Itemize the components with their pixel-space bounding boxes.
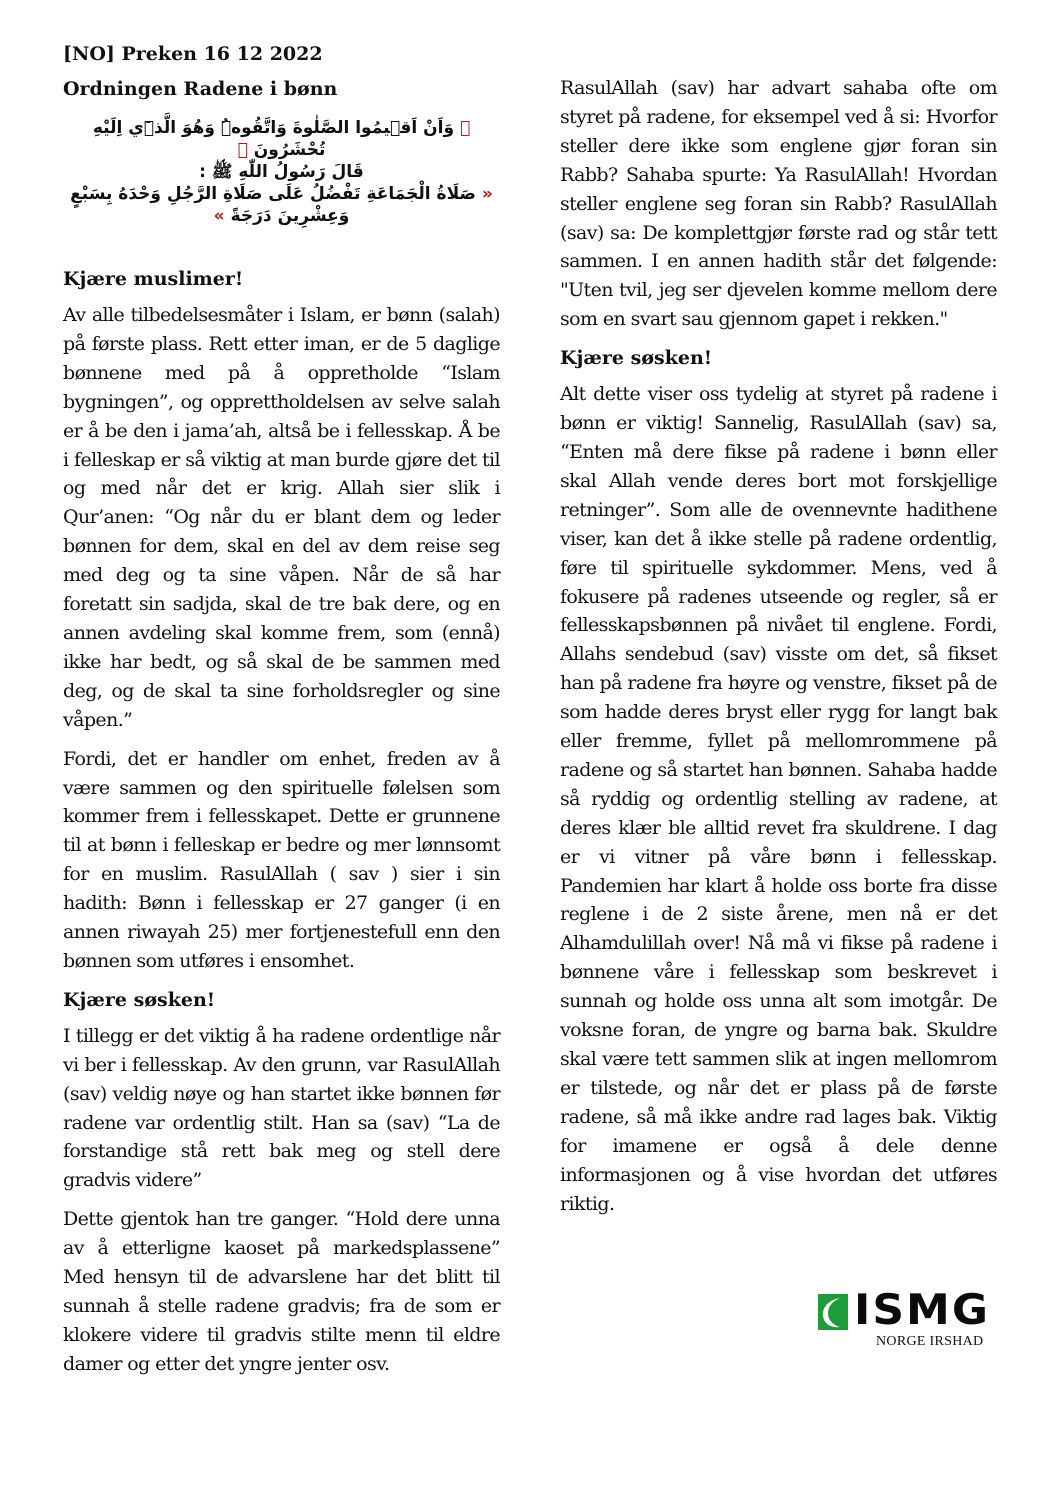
paragraph-left-2: Fordi, det er handler om enhet, freden av å være sammen og den spirituelle følelsen som kommer frem i fellesskapet. Dette er grunnene til at bønn i felleskap er bedre og mer lønnsomt for en muslim. RasulAllah ( sav ) sier i sin hadith: Bønn i fellesskap er 27 ganger (i en annen riwayah 25) mer fortjenestefull enn den bønnen som utføres i ensomhet.: [63, 747, 500, 972]
hadith-open-quote: «: [481, 184, 493, 204]
hadith-close-quote: »: [213, 206, 225, 226]
arabic-hadith-intro: قَالَ رَسُولُ اللّٰهِ ﷺ :: [199, 162, 364, 182]
verse-open-bracket: ﴿: [459, 118, 471, 138]
paragraph-left-1: Av alle tilbedelsesmåter i Islam, er bønn (salah) på første plass. Rett etter iman, er de 5 daglige bønnene med på å oppretholde “Islam bygningen”, og opprettholdelsen av selve salah er å be den i jama’ah, altså be i fellesskap. Å be i felleskap er så viktig at man burde gjøre det til og med når det er krig. Allah sier slik i Qur’anen: “Og når du er blant dem og leder bønnen for dem, skal en del av dem reise seg med deg og ta sine våpen. Når de så har foretatt sin sadjda, skal de tre bak dere, og en annen avdeling skal komme frem, som (ennå) ikke har bedt, og så skal de be sammen med deg, og de skal ta sine forholdsregler og sine våpen.”: [63, 304, 500, 731]
heading-kjaere-sosken-right: Kjære søsken!: [560, 347, 713, 370]
logo-wordmark: ISMG: [854, 1286, 990, 1335]
arabic-verse: وَاَنْ اَقٖيمُوا الصَّلٰوةَ وَاتَّقُوهُۜ وَهُوَ الَّذٖٓي اِلَيْهِ تُحْشَرُونَ: [92, 118, 455, 160]
arabic-hadith: صَلَاةُ الْجَمَاعَةِ تَفْضُلُ عَلَى صَلَاةِ الرَّجُلِ وَحْدَهُ بِسَبْعٍ وَعِشْرِينَ دَرَجَةً: [70, 184, 476, 226]
crescent-norway-icon: [818, 1294, 848, 1330]
logo-subtitle: NORGE IRSHAD: [876, 1334, 984, 1349]
paragraph-left-3: I tillegg er det viktig å ha radene ordentlige når vi ber i fellesskap. Av den grunn, var RasulAllah (sav) veldig nøye og han startet ikke bønnen før radene var ordentlig stilt. Han sa (sav) “La de forstandige stå rett bak meg og stell dere gradvis videre”: [63, 1024, 500, 1192]
arabic-verse-line: [63, 117, 500, 161]
arabic-hadith-line: [63, 183, 500, 227]
arabic-quote-block: [63, 117, 500, 227]
heading-kjaere-muslimer: Kjære muslimer!: [63, 268, 244, 290]
right-column: [560, 74, 997, 1218]
heading-kjaere-sosken-left: Kjære søsken!: [63, 988, 216, 1011]
paragraph-right-1: RasulAllah (sav) har advart sahaba ofte om styret på radene, for eksempel ved å si: Hvorfor steller dere ikke som englene gjør foran sin Rabb? Sahaba spurte: Ya RasulAllah! Hvordan steller englene seg foran sin Rabb? RasulAllah (sav) sa: De komplettgjør første rad og står tett sammen. I en annen hadith står det følgende: "Uten tvil, jeg ser djevelen komme mellom dere som en svart sau gjennom gapet i rekken.": [560, 77, 997, 331]
paragraph-left-4: Dette gjentok han tre ganger. “Hold dere unna av å etterligne kaoset på markedsplassene” Med hensyn til de advarslene har det blitt til sunnah å stelle radene gradvis; fra de som er klokere videre til gradvis stilte menn til eldre damer og etter det yngre jenter osv.: [63, 1208, 500, 1375]
paragraph-right-2: Alt dette viser oss tydelig at styret på radene i bønn er viktig! Sannelig, RasulAllah (sav) sa, “Enten må dere fikse på radene i bønn eller skal Allah vende deres bort mot forskjellige retninger”. Som alle de ovennevnte hadithene viser, kan det å ikke stelle på radene ordentlig, føre til spirituelle sykdommer. Mens, ved å fokusere på radenes utseende og regler, så er fellesskapsbønnen på nivået til englene. Fordi, Allahs sendebud (sav) visste om det, så fikset han på radene fra høyre og venstre, fikset på de som hadde deres bryst eller rygg for langt bak eller fremme, fyllet på mellomrommene på radene og så startet han bønnen. Sahaba hadde så ryddig og ordentlig stelling av radene, at deres klær ble alltid revet fra skuldrene. I dag er vi vitner på våre bønn i fellesskap. Pandemien har klart å holde oss borte fra disse reglene i de 2 siste årene, men nå er det Alhamdulillah over! Nå må vi fikse på radene i bønnene våre i fellesskap som beskrevet i sunnah og holde oss unna alt som imotgår. De voksne foran, de yngre og barna bak. Skuldre skal være tett sammen slik at ingen mellomrom er tilstede, og når det er plass på de første radene, så må ikke andre rad lages bak. Viktig for imamene er også å dele denne informasjonen og å vise hvordan det utføres riktig.: [560, 383, 997, 1215]
document-title: [NO] Preken 16 12 2022: [63, 43, 323, 65]
left-column: [63, 40, 500, 1379]
ismg-logo: [818, 1286, 1003, 1352]
document-subtitle: Ordningen Radene i bønn: [63, 78, 338, 100]
verse-close-bracket: ﴾: [237, 140, 248, 160]
